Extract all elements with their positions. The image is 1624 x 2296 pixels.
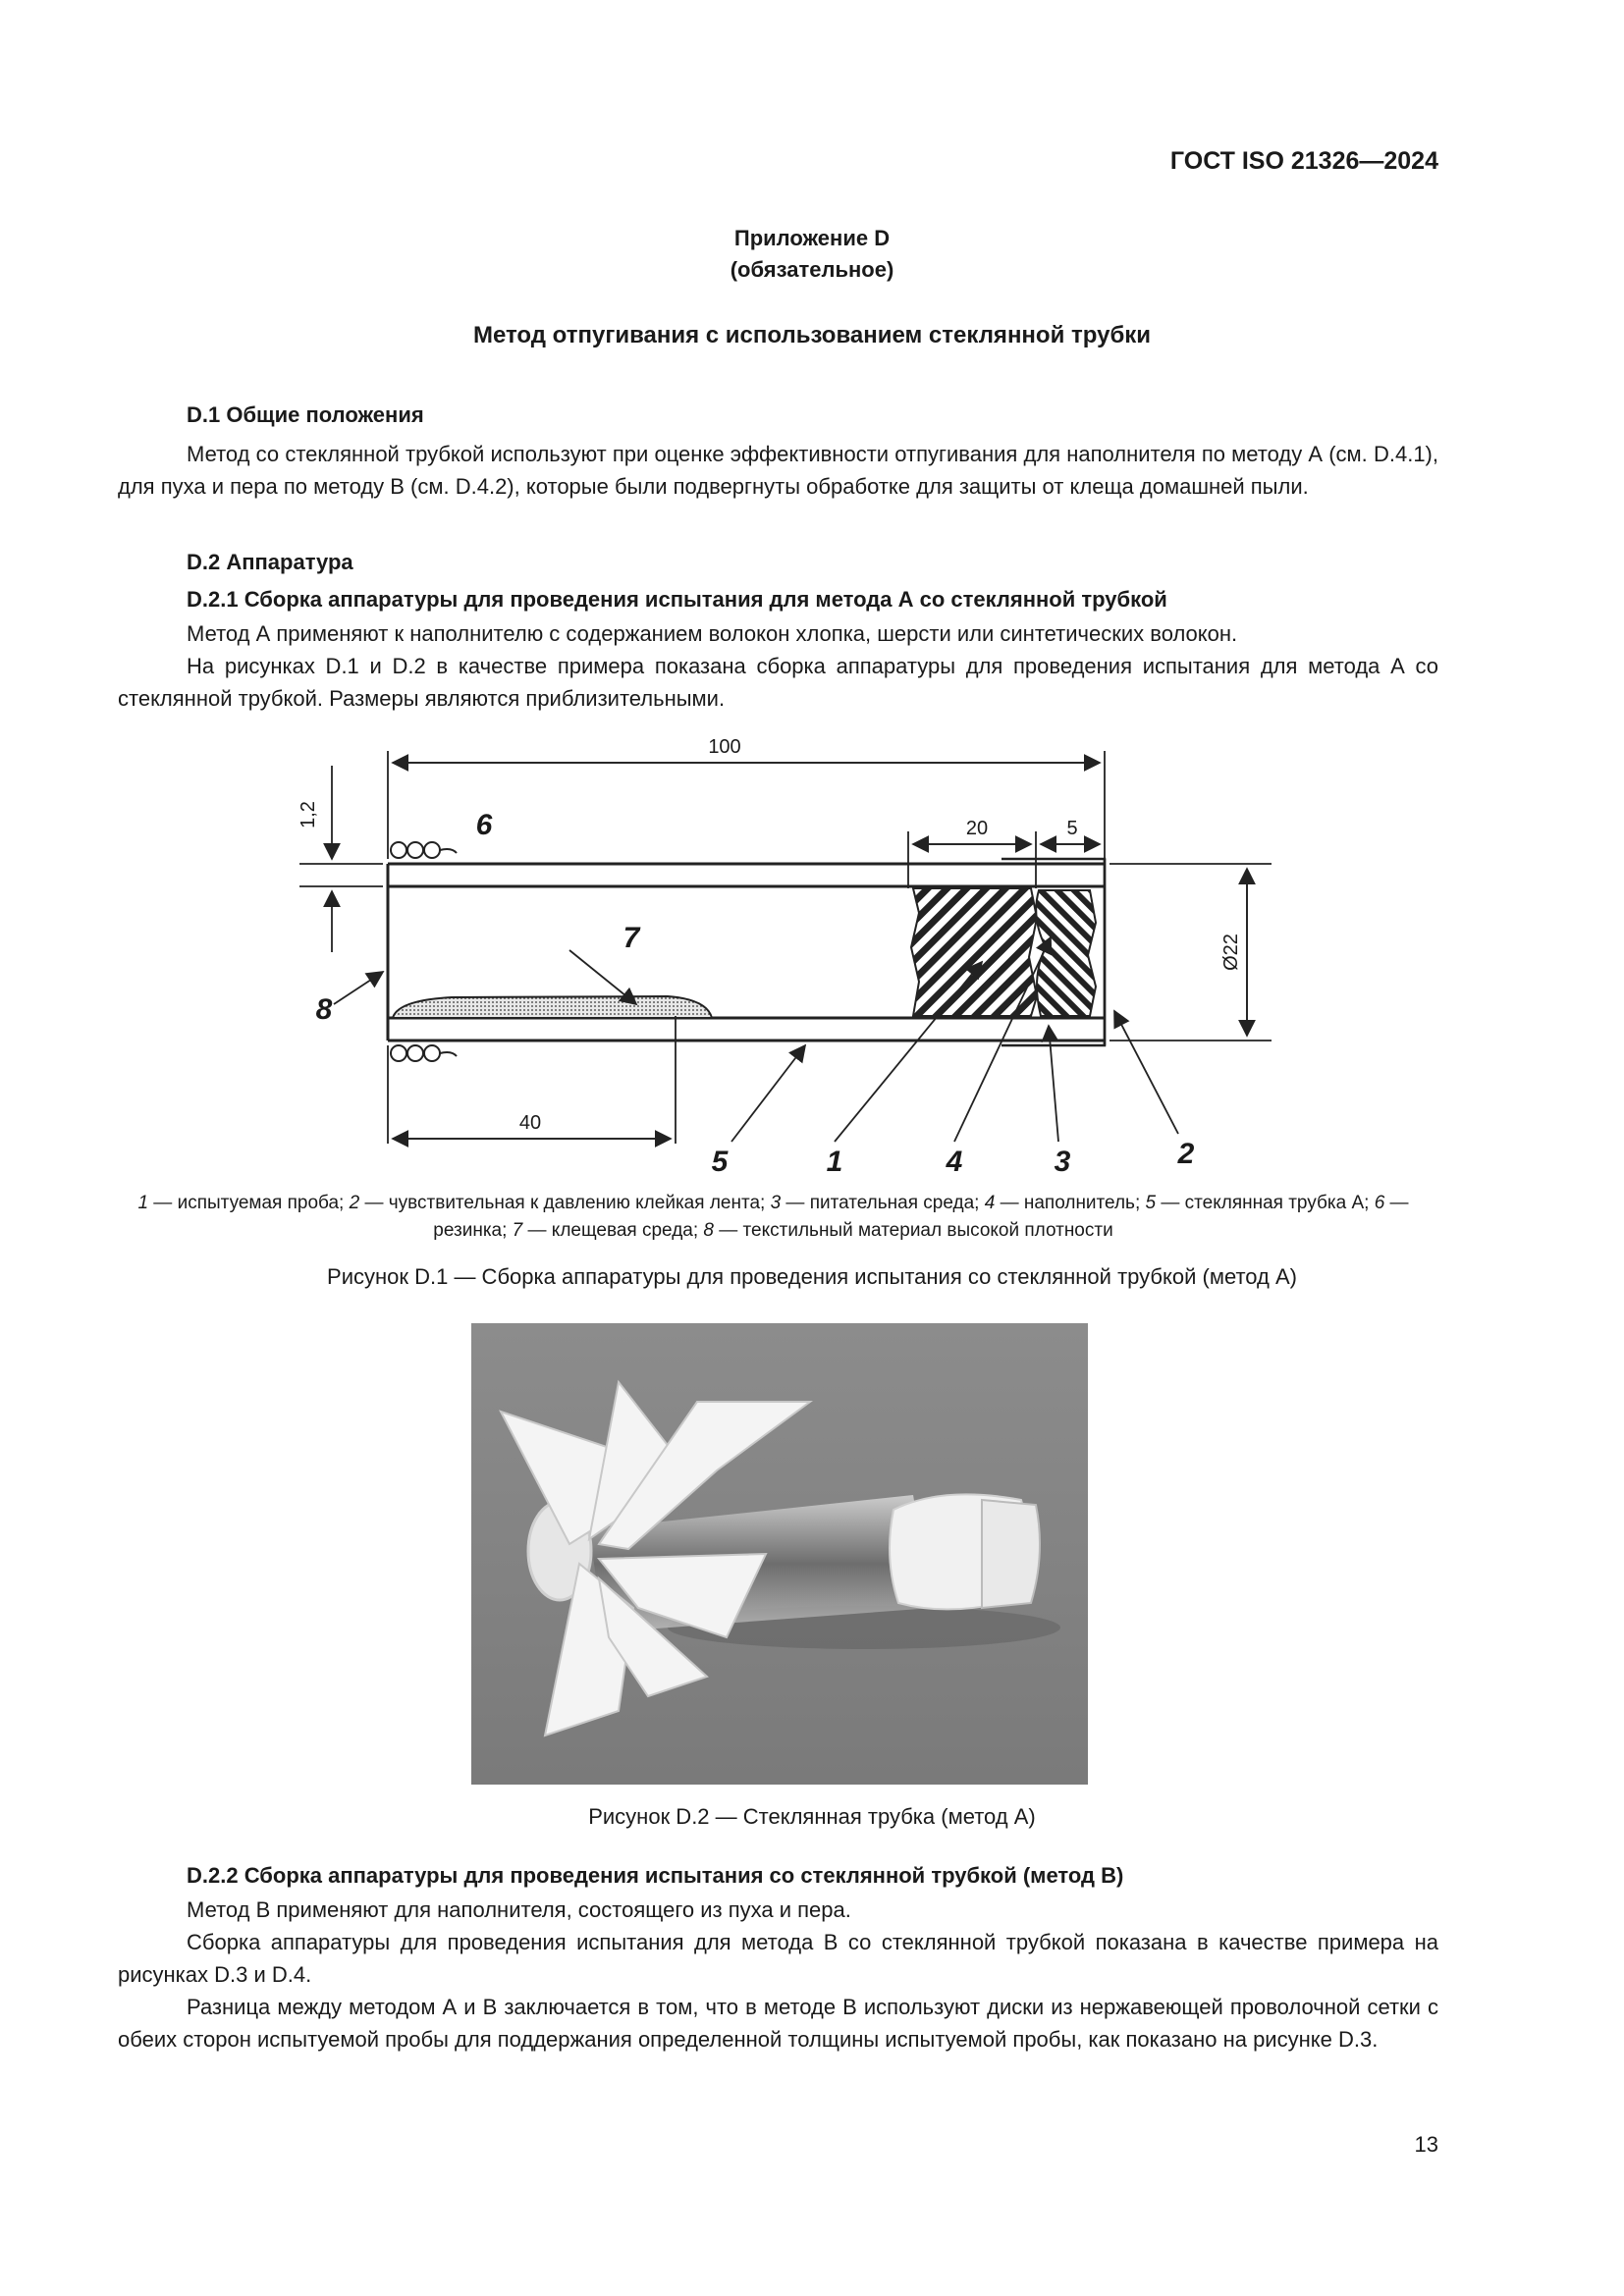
section-d21-p1: Метод А применяют к наполнителю с содержанием волокон хлопка, шерсти или синтетических волокон. [187,621,1238,646]
section-d22-p3: Разница между методом А и В заключается в том, что в методе В используют диски из нержавеющей проволочной сетки с обеих сторон испытуемой пробы для поддержания определенной толщины испытуемой пробы, как показано на рисунке D.3. [118,1995,1438,2052]
legend-text: — испытуемая проба; [148,1193,350,1213]
label-5: 5 [711,1146,729,1178]
legend-number: 2 [349,1193,360,1213]
section-d21-heading: D.2.1 Сборка аппаратуры для проведения испытания для метода А со стеклянной трубкой [187,587,1167,612]
dim-1-2: 1,2 [298,801,319,828]
dim-40: 40 [518,1112,542,1134]
legend-text: — стеклянная трубка А; [1156,1193,1375,1213]
test-sample [911,888,1037,1016]
legend-number: 6 [1374,1193,1385,1213]
label-8: 8 [315,993,333,1026]
legend-number: 8 [703,1220,714,1241]
dim-5: 5 [1066,818,1078,839]
section-d22-p2: Сборка аппаратуры для проведения испытания для метода В со стеклянной трубкой показана в качестве примера на рисунках D.3 и D.4. [118,1930,1438,1987]
page-number: 13 [1414,2132,1438,2157]
dimension-lines [299,751,1272,1144]
figure-d1-drawing [118,721,1276,1183]
label-6: 6 [475,809,493,841]
legend-text: — текстильный материал высокой плотности [714,1220,1113,1241]
dim-diameter-22: Ø22 [1220,934,1242,971]
legend-text: — чувствительная к давлению клейкая лента; [359,1193,771,1213]
legend-number: 3 [770,1193,782,1213]
figure-d1-caption: Рисунок D.1 — Сборка аппаратуры для проведения испытания со стеклянной трубкой (метод А) [327,1264,1297,1289]
legend-text: — наполнитель; [995,1193,1146,1213]
tape-wrap [982,1500,1040,1608]
figure-d2-photo [471,1323,1088,1785]
annex-title: Приложение D [733,226,891,250]
section-d2-heading: D.2 Аппаратура [187,550,353,574]
section-d22-p1: Метод В применяют для наполнителя, состоящего из пуха и пера. [187,1897,851,1922]
section-d22-heading: D.2.2 Сборка аппаратуры для проведения испытания со стеклянной трубкой (метод В) [187,1863,1124,1888]
legend-text: — питательная среда; [781,1193,985,1213]
label-7: 7 [623,922,640,954]
legend-number: 4 [984,1193,996,1213]
section-d1-heading: D.1 Общие положения [187,402,424,427]
nutrient-medium [1036,890,1096,1016]
label-1: 1 [826,1146,843,1178]
annex-status: (обязательное) [730,257,894,282]
dim-100: 100 [708,736,741,758]
legend-text: — клещевая среда; [522,1220,704,1241]
annex-heading: Метод отпугивания с использованием стеклянной трубки [472,322,1152,348]
rubber-band [391,842,457,1061]
legend-number: 1 [137,1193,149,1213]
mite-medium [393,996,712,1018]
label-3: 3 [1054,1146,1071,1178]
section-d1-text: Метод со стеклянной трубкой используют при оценке эффективности отпугивания для наполнителя по методу А (см. D.4.1), для пуха и пера по методу В (см. D.4.2), которые были подвергнуты обработке для защиты от клеща домашней пыли. [118,442,1438,499]
label-4: 4 [946,1146,963,1178]
standard-number: ГОСТ ISO 21326—2024 [1169,147,1438,175]
dim-20: 20 [965,818,989,839]
legend-text: — резинка; [433,1193,1409,1241]
section-d21-p2: На рисунках D.1 и D.2 в качестве примера показана сборка аппаратуры для проведения испытания для метода А со стеклянной трубкой. Размеры являются приблизительными. [118,654,1438,711]
figure-d1-legend [108,1190,1438,1245]
legend-number: 5 [1145,1193,1157,1213]
label-2: 2 [1177,1138,1195,1170]
legend-number: 7 [512,1220,523,1241]
figure-d2-caption: Рисунок D.2 — Стеклянная трубка (метод А) [588,1804,1036,1829]
